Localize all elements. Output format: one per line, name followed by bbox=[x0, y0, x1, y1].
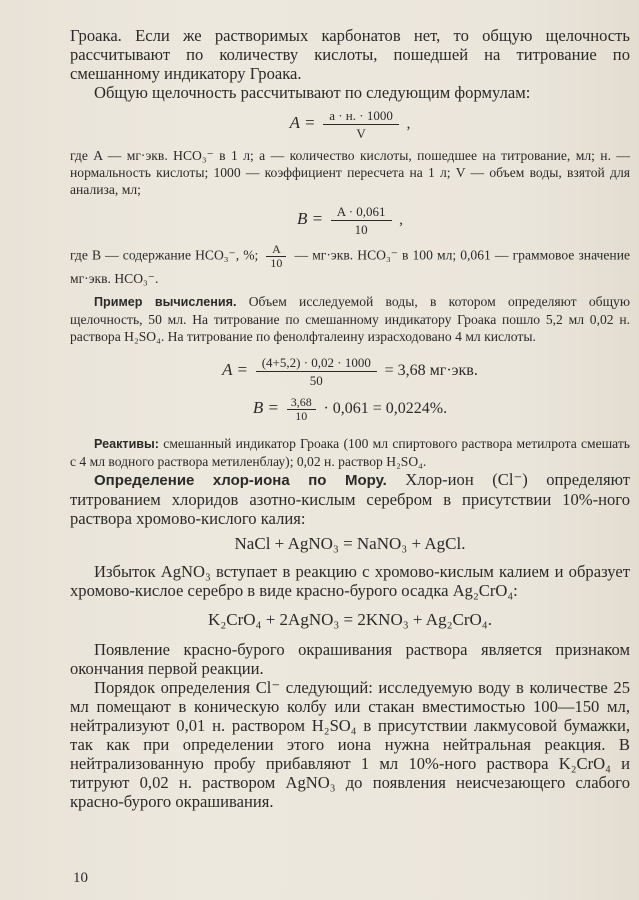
paragraph-formulas-intro: Общую щелочность рассчитывают по следующим формулам: bbox=[94, 83, 531, 102]
calc-a-numerator: (4+5,2) · 0,02 · 1000 bbox=[256, 355, 377, 372]
text-column bbox=[70, 26, 630, 811]
paragraph-procedure: Порядок определения Cl⁻ следующий: исследуемую воду в количестве 25 мл помещают в коническую колбу или стакан вместимостью 100—150 мл, нейтрализуют 0,01 н. раствором H₂SO₄ в присутствии лакмусовой бумажки, так как при определении этого иона нужна нейтральная реакция. В нейтрализованную пробу прибавляют 1 мл 10%-ного раствора K₂CrO₄ и титруют 0,02 н. раствором AgNO₃ до появления неисчезающего слабого красно-бурого окрашивания. bbox=[70, 678, 630, 811]
calc-b-fraction bbox=[287, 396, 316, 423]
reaction-2: K₂CrO₄ + 2AgNO₃ = 2KNO₃ + Ag₂CrO₄. bbox=[208, 610, 492, 629]
section-paragraph bbox=[70, 470, 630, 528]
example-heading: Пример вычисления. bbox=[94, 295, 237, 309]
reagents-text: смешанный индикатор Гроака (100 мл спиртового раствора метилрота смешать с 4 мл водного раствора метиленблау); 0,02 н. раствор H₂SO₄. bbox=[70, 436, 630, 469]
formula-b-fraction bbox=[331, 204, 392, 237]
formula-a-numerator: a · н. · 1000 bbox=[323, 108, 399, 125]
section-text: Хлор-ион (Cl⁻) определяют титрованием хлоридов азотно-кислым серебром в присутствии 10%-ного раствора хромово-кислого калия: bbox=[70, 470, 631, 528]
reaction-1: NaCl + AgNO₃ = NaNO₃ + AgCl. bbox=[234, 534, 466, 553]
where-b-numerator: A bbox=[266, 243, 286, 257]
calc-b bbox=[70, 396, 630, 423]
formula-b-tail: , bbox=[399, 211, 404, 228]
where-b-text bbox=[70, 243, 630, 287]
calc-a-fraction bbox=[256, 355, 377, 388]
calc-a-denominator: 50 bbox=[309, 373, 323, 388]
section-heading: Определение хлор-иона по Мору. bbox=[94, 472, 387, 489]
calc-b-numerator: 3,68 bbox=[287, 396, 316, 410]
formula-b bbox=[70, 204, 630, 237]
calc-b-denominator: 10 bbox=[295, 409, 308, 423]
formula-a bbox=[70, 108, 630, 141]
where-b-pre: где B — содержание HCO₃⁻, %; bbox=[70, 247, 259, 263]
where-b-denominator: 10 bbox=[270, 256, 283, 270]
paragraph-intro: Гроака. Если же растворимых карбонатов нет, то общую щелочность рассчитывают по количеству кислоты, пошедшей на титрование по смешанному индикатору Гроака. bbox=[70, 26, 630, 83]
reagents-paragraph bbox=[70, 435, 630, 470]
formula-b-lhs: B = bbox=[296, 208, 324, 228]
formula-b-denominator: 10 bbox=[354, 222, 368, 237]
where-b-post: — мг·экв. HCO₃⁻ в 100 мл; 0,061 — граммовое значение мг·экв. HCO₃⁻. bbox=[70, 247, 631, 286]
formula-a-denominator: V bbox=[356, 126, 366, 141]
calc-b-result: · 0,061 = 0,0224%. bbox=[323, 399, 448, 417]
formula-a-fraction bbox=[323, 108, 399, 141]
formula-a-lhs: A = bbox=[289, 112, 316, 132]
example-paragraph bbox=[70, 293, 630, 345]
formula-a-tail: , bbox=[406, 115, 411, 132]
where-b-fraction bbox=[266, 243, 286, 270]
calc-a bbox=[70, 355, 630, 388]
where-a-text: где A — мг·экв. HCO₃⁻ в 1 л; a — количество кислоты, пошедшее на титрование, мл; н. — нормальность кислоты; 1000 — коэффициент пересчета на 1 л; V — объем воды, взятой для анализа, мл; bbox=[70, 148, 630, 197]
calc-b-lhs: B = bbox=[252, 397, 279, 417]
formula-b-numerator: A · 0,061 bbox=[331, 204, 392, 221]
paragraph-excess: Избыток AgNO₃ вступает в реакцию с хромово-кислым калием и образует хромово-кислое серебро в виде красно-бурого осадка Ag₂CrO₄: bbox=[70, 562, 630, 600]
reagents-heading: Реактивы: bbox=[94, 437, 159, 451]
example-text: Объем исследуемой воды, в котором определяют общую щелочность, 50 мл. На титрование по смешанному индикатору Гроака пошло 5,2 мл 0,02 н. раствора H₂SO₄. На титрование по фенолфталеину израсходовано 4 мл кислоты. bbox=[70, 294, 630, 344]
calc-a-result: = 3,68 мг·экв. bbox=[384, 361, 478, 379]
calc-a-lhs: A = bbox=[222, 359, 248, 379]
paragraph-endpoint: Появление красно-бурого окрашивания раствора является признаком окончания первой реакции. bbox=[70, 640, 630, 678]
page-number: 10 bbox=[73, 870, 88, 886]
